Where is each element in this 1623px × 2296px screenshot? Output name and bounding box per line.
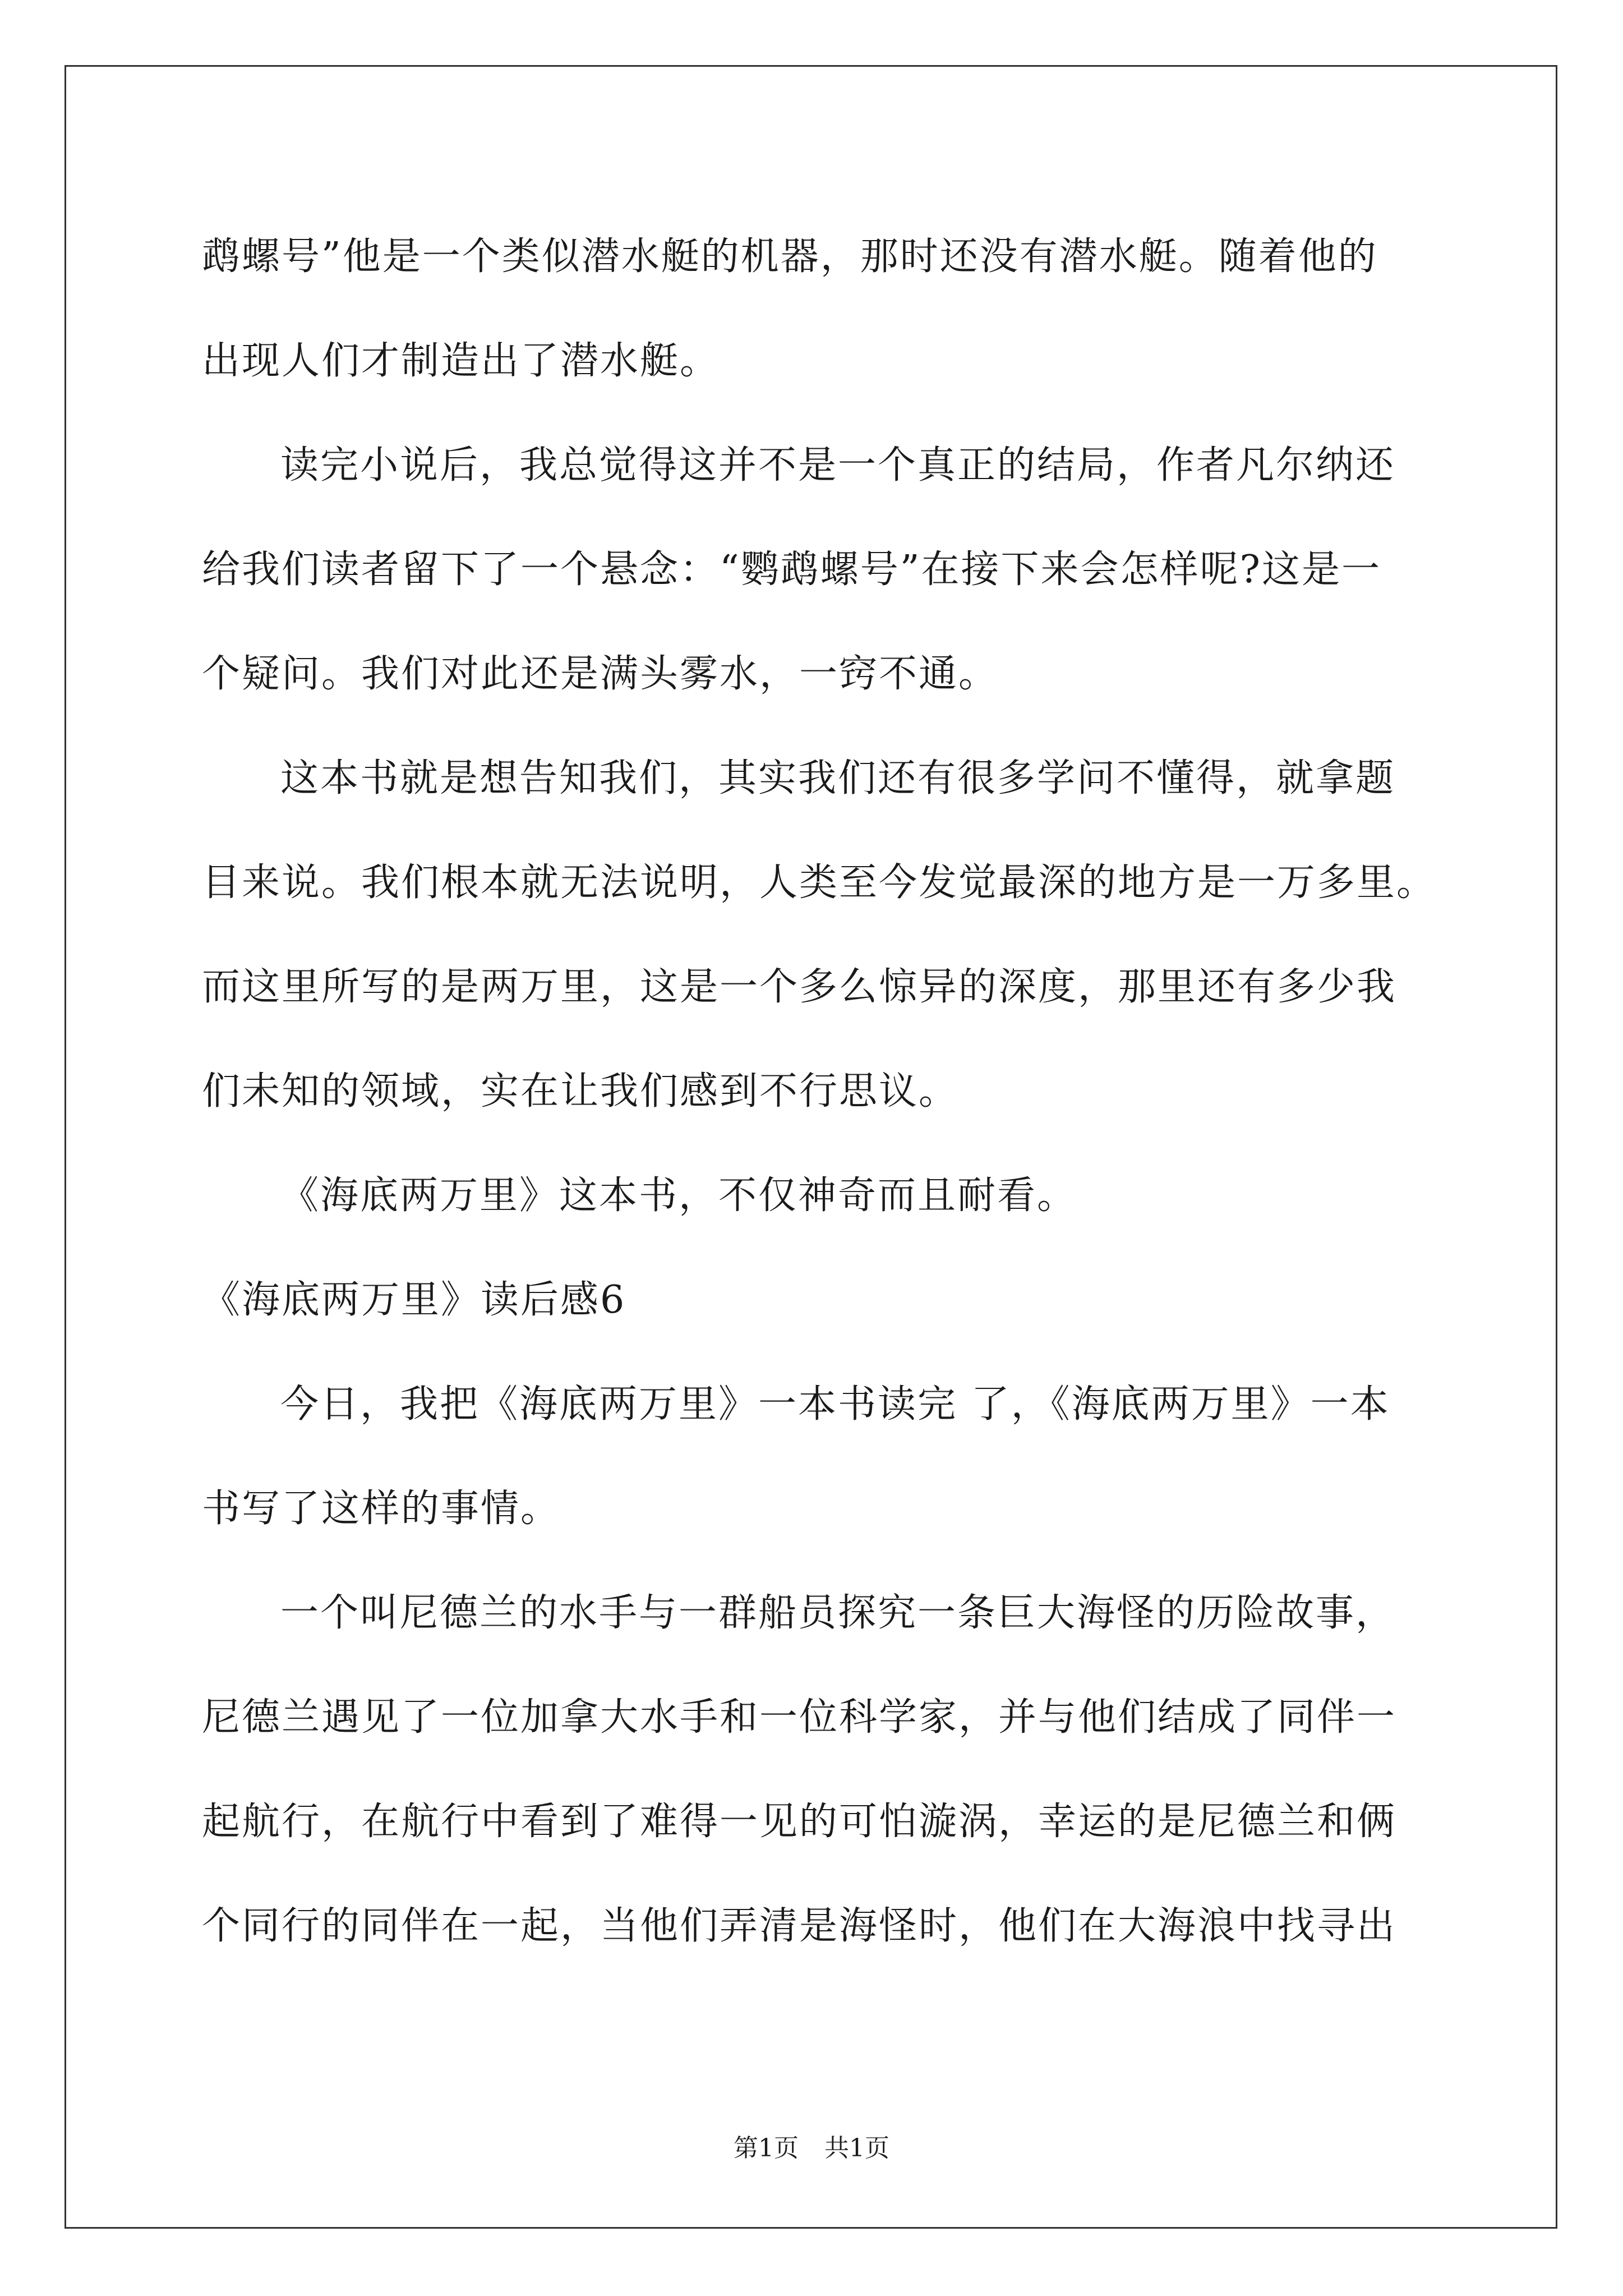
text-line: 们未知的领域，实在让我们感到不行思议。 <box>202 1069 959 1114</box>
text-line: 读完小说后，我总觉得这并不是一个真正的结局，作者凡尔纳还 <box>280 443 1396 487</box>
text-line: 而这里所写的是两万里，这是一个多么惊异的深度，那里还有多少我 <box>202 965 1397 1009</box>
text-line: 个同行的同伴在一起，当他们弄清是海怪时，他们在大海浪中找寻出 <box>202 1904 1397 1948</box>
section-heading: 《海底两万里》读后感6 <box>202 1278 626 1322</box>
text-line: 鹉螺号”他是一个类似潜水艇的机器，那时还没有潜水艇。随着他的 <box>202 234 1378 279</box>
text-line: 这本书就是想告知我们，其实我们还有很多学问不懂得，就拿题 <box>280 756 1396 800</box>
text-line: 个疑问。我们对此还是满头雾水，一窍不通。 <box>202 652 999 696</box>
text-line: 今日，我把《海底两万里》一本书读完 了，《海底两万里》一本 <box>280 1382 1390 1427</box>
document-body <box>202 205 1437 1978</box>
text-line: 《海底两万里》这本书，不仅神奇而且耐看。 <box>280 1174 1077 1218</box>
text-line: 出现人们才制造出了潜水艇。 <box>202 339 720 383</box>
text-line: 给我们读者留下了一个悬念：“鹦鹉螺号”在接下来会怎样呢?这是一 <box>202 547 1381 592</box>
text-line: 尼德兰遇见了一位加拿大水手和一位科学家，并与他们结成了同伴一 <box>202 1695 1397 1740</box>
text-line: 目来说。我们根本就无法说明，人类至今发觉最深的地方是一万多里。 <box>202 861 1437 905</box>
text-line: 起航行，在航行中看到了难得一见的可怕漩涡，幸运的是尼德兰和俩 <box>202 1800 1397 1844</box>
page-total: 共1页 <box>824 2134 889 2162</box>
page-number: 第1页 <box>734 2134 799 2162</box>
text-line: 一个叫尼德兰的水手与一群船员探究一条巨大海怪的历险故事， <box>280 1591 1396 1635</box>
text-line: 书写了这样的事情。 <box>202 1487 561 1531</box>
page-footer <box>0 2132 1623 2165</box>
